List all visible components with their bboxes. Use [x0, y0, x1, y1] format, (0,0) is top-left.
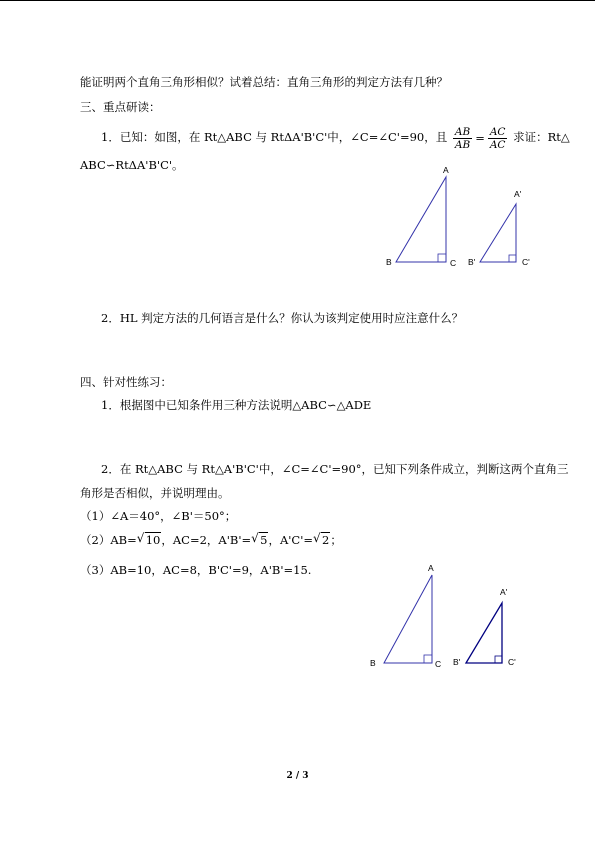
- small-right-angle-mark: [495, 656, 502, 663]
- label-b-prime: B': [468, 257, 476, 267]
- practice-1: 1．根据图中已知条件用三种方法说明△ABC∽△ADE: [101, 398, 372, 412]
- question-2: 2．HL 判定方法的几何语言是什么？你认为该判定使用时应注意什么？: [101, 311, 464, 325]
- condition-2-part-a: （2）AB=: [80, 533, 137, 547]
- sqrt-5-value: 5: [260, 533, 268, 547]
- figure-2: [365, 555, 535, 679]
- practice-2-line-1: 2．在 Rt△ABC 与 Rt△A'B'C'中，∠C=∠C'=90°，已知下列条件成立，判断这两个直角三: [101, 462, 569, 476]
- condition-3: （3）AB=10，AC=8，B'C'=9，A'B'=15.: [80, 563, 312, 577]
- small-triangle: [480, 204, 516, 262]
- sqrt-2-value: 2: [322, 533, 330, 547]
- sqrt-10: [137, 533, 162, 547]
- label-b: B: [370, 658, 376, 668]
- fraction-ab-denominator: AB: [454, 138, 471, 151]
- question-1-prove: 求证：Rt△: [513, 130, 570, 144]
- question-1: [101, 123, 570, 152]
- radical-sign: √: [251, 531, 259, 545]
- equals-sign: =: [475, 131, 485, 145]
- header-rule: [0, 0, 595, 1]
- condition-2: [80, 533, 342, 547]
- radical-sign: √: [313, 531, 321, 545]
- label-b-prime: B': [453, 657, 461, 667]
- question-1-line-2: ABC∽RtΔA'B'C'。: [80, 158, 184, 172]
- section-4-title: 四、针对性练习：: [80, 375, 172, 389]
- figure-1: [380, 160, 540, 274]
- fraction-ac-numerator: AC: [489, 125, 506, 138]
- big-triangle: [384, 575, 432, 663]
- label-a: A: [428, 563, 434, 573]
- label-b: B: [386, 257, 392, 267]
- big-triangle: [396, 177, 446, 262]
- fraction-ac: [488, 126, 508, 151]
- page-number: 2 / 3: [286, 771, 309, 781]
- figure-1-drawing: [380, 160, 540, 270]
- fraction-ab: [453, 126, 472, 151]
- label-a-prime: A': [514, 189, 522, 199]
- label-c: C: [435, 659, 442, 669]
- label-c-prime: C': [522, 257, 530, 267]
- small-right-angle-mark: [509, 255, 516, 262]
- intro-question: 能证明两个直角三角形相似？试着总结：直角三角形的判定方法有几种？: [80, 75, 448, 89]
- condition-1: （1）∠A＝40°，∠B'＝50°；: [80, 509, 237, 523]
- condition-2-part-c: ，A'C'=: [268, 533, 314, 547]
- condition-2-part-b: ，AC=2，A'B'=: [161, 533, 252, 547]
- radical-sign: √: [136, 531, 145, 545]
- condition-2-part-d: ；: [330, 533, 342, 547]
- big-right-angle-mark: [438, 254, 446, 262]
- figure-2-drawing: [365, 555, 535, 675]
- section-3-title: 三、重点研读：: [80, 100, 161, 114]
- label-c: C: [450, 258, 457, 268]
- small-triangle: [466, 603, 502, 663]
- practice-2-line-2: 角形是否相似，并说明理由。: [80, 486, 230, 500]
- sqrt-2: [313, 533, 330, 547]
- sqrt-10-value: 10: [145, 533, 161, 547]
- question-1-text: 1．已知：如图，在 Rt△ABC 与 RtΔA'B'C'中，∠C=∠C'=90，且: [101, 130, 448, 144]
- sqrt-5: [251, 533, 268, 547]
- fraction-ab-numerator: AB: [454, 125, 471, 138]
- fraction-ac-denominator: AC: [489, 138, 506, 151]
- label-c-prime: C': [508, 657, 516, 667]
- label-a-prime: A': [500, 587, 508, 597]
- big-right-angle-mark: [424, 655, 432, 663]
- label-a: A: [443, 165, 449, 175]
